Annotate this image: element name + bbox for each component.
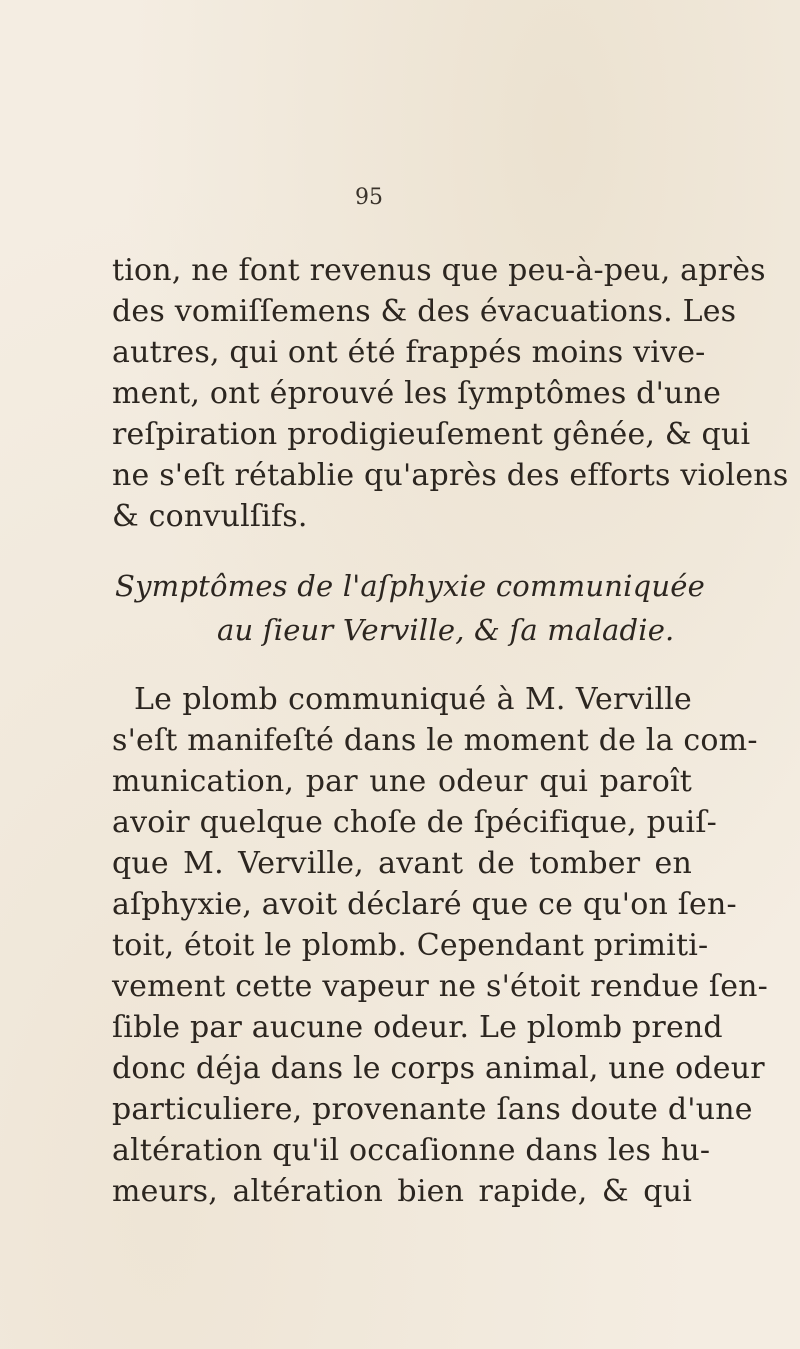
section-heading: au ſieur Verville, & ſa maladie.: [217, 613, 675, 647]
text-line: reſpiration prodigieuſement gênée, & qui: [112, 417, 751, 452]
text-line: toit, étoit le plomb. Cependant primiti-: [112, 928, 709, 963]
text-line: Le plomb communiqué à M. Verville: [134, 682, 692, 717]
text-line: munication, par une odeur qui paroît: [112, 764, 692, 799]
text-line: ne s'eſt rétablie qu'après des efforts violens: [112, 458, 789, 493]
text-line: s'eſt manifeſté dans le moment de la com-: [112, 723, 758, 758]
section-heading: Symptômes de l'aſphyxie communiquée: [115, 569, 705, 603]
text-line: autres, qui ont été frappés moins vive-: [112, 335, 706, 370]
text-line: tion, ne font revenus que peu-à-peu, après: [112, 253, 766, 288]
text-line: & convulſifs.: [112, 499, 308, 534]
page-number: 95: [355, 185, 383, 210]
text-line: que M. Verville, avant de tomber en: [112, 846, 692, 881]
text-line: aſphyxie, avoit déclaré que ce qu'on ſen-: [112, 887, 737, 922]
text-line: donc déja dans le corps animal, une odeur: [112, 1051, 765, 1086]
text-line: particuliere, provenante ſans doute d'une: [112, 1092, 753, 1127]
text-line: des vomiſſemens & des évacuations. Les: [112, 294, 737, 329]
text-line: meurs, altération bien rapide, & qui: [112, 1174, 692, 1209]
text-line: altération qu'il occaſionne dans les hu-: [112, 1133, 711, 1168]
text-line: ment, ont éprouvé les ſymptômes d'une: [112, 376, 722, 411]
text-line: avoir quelque choſe de ſpécifique, puiſ-: [112, 805, 717, 840]
text-line: vement cette vapeur ne s'étoit rendue ſen-: [112, 969, 769, 1004]
text-line: ſible par aucune odeur. Le plomb prend: [112, 1010, 723, 1045]
